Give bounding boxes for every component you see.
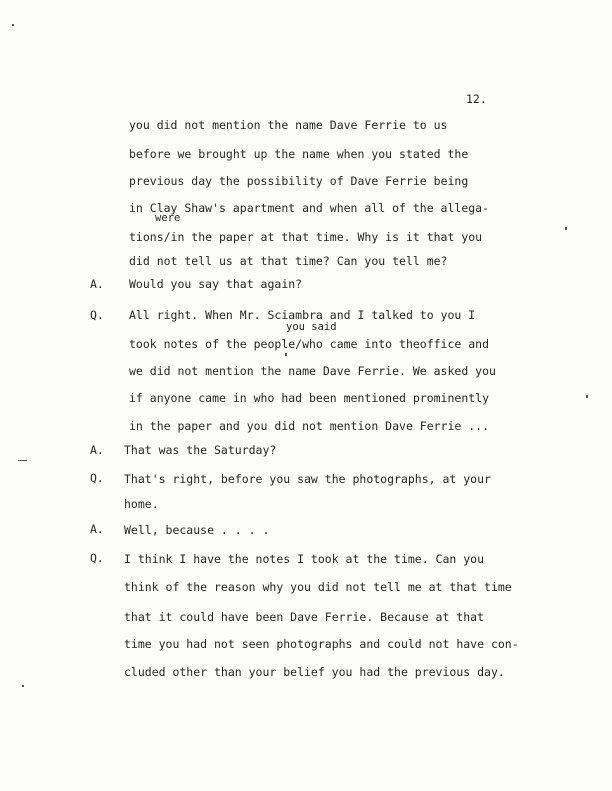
page-number: 12. [466,92,487,106]
scan-speck [586,395,588,398]
transcript-line: think of the reason why you did not tell me at that time [124,580,512,594]
scan-speck [22,685,24,687]
transcript-line: that it could have been Dave Ferrie. Because at that [124,610,485,624]
transcript-line: we did not mention the name Dave Ferrie. We asked you [129,364,496,378]
scan-speck [565,227,567,230]
transcript-line: if anyone came in who had been mentioned prominently [129,391,490,405]
speaker-label: Q. [90,551,104,565]
margin-mark [18,460,27,461]
transcript-line: in the paper and you did not mention Dave Ferrie ... [129,419,490,433]
transcript-line: previous day the possibility of Dave Ferrie being [129,174,469,188]
transcript-line: you did not mention the name Dave Ferrie to us [129,118,448,132]
transcript-line: before we brought up the name when you stated the [129,147,469,161]
transcript-line: time you had not seen photographs and could not have con- [124,637,519,651]
speaker-label: A. [90,443,104,457]
transcript-line: Would you say that again? [129,277,303,291]
speaker-label: Q. [90,308,104,322]
transcript-line: I think I have the notes I took at the time. Can you [124,552,485,566]
transcript-line: All right. When Mr. Sciambra and I talked to you I [129,308,476,322]
transcript-line: That was the Saturday? [124,443,277,457]
stray-mark [285,353,287,356]
transcript-line: cluded other than your belief you had the previous day. [124,665,505,679]
handwritten-insert: you said [286,321,337,333]
transcript-line: in Clay Shaw's apartment and when all of the allega- [129,201,490,215]
scan-speck [12,24,14,26]
transcript-line: did not tell us at that time? Can you tell me? [129,254,448,268]
speaker-label: Q. [90,471,104,485]
transcript-line: That's right, before you saw the photographs, at your [124,472,491,486]
handwritten-insert: were [155,212,181,224]
transcript-line: home. [124,497,159,511]
speaker-label: A. [90,277,104,291]
transcript-line: Well, because . . . . [124,523,270,537]
transcript-line: tions/in the paper at that time. Why is it that you [129,230,483,244]
speaker-label: A. [90,522,104,536]
transcript-line: took notes of the people/who came into theoffice and [129,337,490,351]
